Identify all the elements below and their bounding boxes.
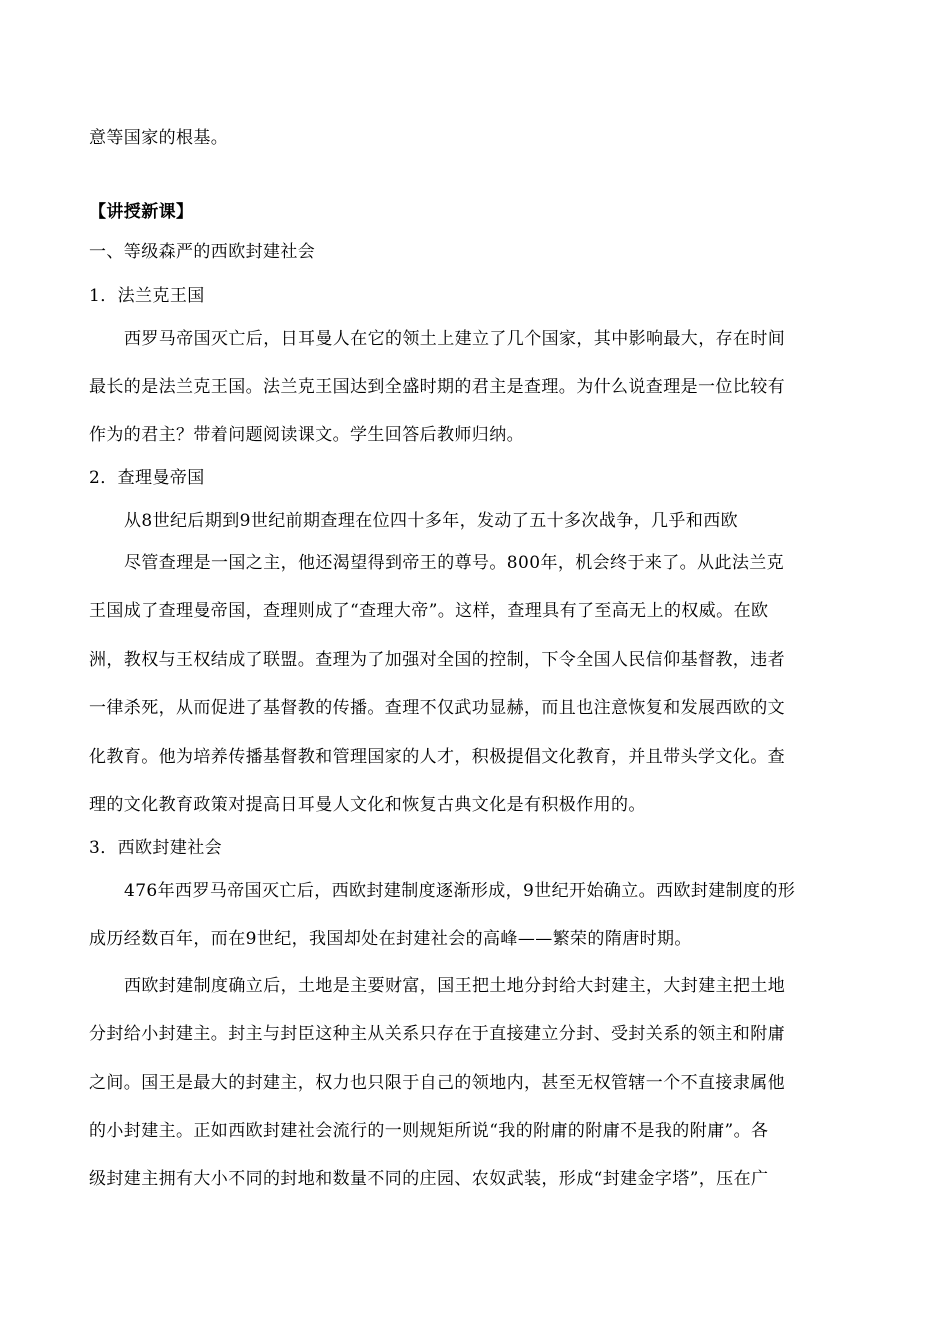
- paragraph-line: 西欧封建制度确立后，土地是主要财富，国王把土地分封给大封建主，大封建主把土地: [124, 976, 786, 996]
- paragraph-line: 分封给小封建主。封主与封臣这种主从关系只存在于直接建立分封、受封关系的领主和附庸: [89, 1024, 785, 1044]
- paragraph-line: 成历经数百年，而在9世纪，我国却处在封建社会的高峰——繁荣的隋唐时期。: [89, 929, 692, 949]
- paragraph-line: 作为的君主？带着问题阅读课文。学生回答后教师归纳。: [89, 425, 524, 445]
- subheading: 1．法兰克王国: [89, 286, 205, 306]
- subheading: 3．西欧封建社会: [89, 838, 223, 858]
- paragraph-line: 最长的是法兰克王国。法兰克王国达到全盛时期的君主是查理。为什么说查理是一位比较有: [89, 377, 785, 397]
- paragraph-line: 尽管查理是一国之主，他还渴望得到帝王的尊号。800年，机会终于来了。从此法兰克: [124, 553, 785, 573]
- paragraph-line: 意等国家的根基。: [89, 128, 229, 148]
- chapter-heading: 一、等级森严的西欧封建社会: [89, 242, 316, 262]
- section-heading: 【讲授新课】: [89, 202, 194, 222]
- paragraph-line: 王国成了查理曼帝国，查理则成了“查理大帝”。这样，查理具有了至高无上的权威。在欧: [89, 601, 769, 621]
- paragraph-line: 化教育。他为培养传播基督教和管理国家的人才，积极提倡文化教育，并且带头学文化。查: [89, 747, 785, 767]
- paragraph-line: 从8世纪后期到9世纪前期查理在位四十多年，发动了五十多次战争，几乎和西欧: [124, 511, 739, 531]
- paragraph-line: 的小封建主。正如西欧封建社会流行的一则规矩所说“我的附庸的附庸不是我的附庸”。各: [89, 1121, 769, 1141]
- paragraph-line: 之间。国王是最大的封建主，权力也只限于自己的领地内，甚至无权管辖一个不直接隶属他: [89, 1073, 785, 1093]
- paragraph-line: 476年西罗马帝国灭亡后，西欧封建制度逐渐形成，9世纪开始确立。西欧封建制度的形: [124, 881, 796, 901]
- paragraph-line: 西罗马帝国灭亡后，日耳曼人在它的领土上建立了几个国家，其中影响最大，存在时间: [124, 329, 786, 349]
- subheading: 2．查理曼帝国: [89, 468, 205, 488]
- paragraph-line: 一律杀死，从而促进了基督教的传播。查理不仅武功显赫，而且也注意恢复和发展西欧的文: [89, 698, 785, 718]
- paragraph-line: 级封建主拥有大小不同的封地和数量不同的庄园、农奴武装，形成“封建金字塔”，压在广: [89, 1169, 769, 1189]
- paragraph-line: 洲，教权与王权结成了联盟。查理为了加强对全国的控制，下令全国人民信仰基督教，违者: [89, 650, 785, 670]
- paragraph-line: 理的文化教育政策对提高日耳曼人文化和恢复古典文化是有积极作用的。: [89, 795, 646, 815]
